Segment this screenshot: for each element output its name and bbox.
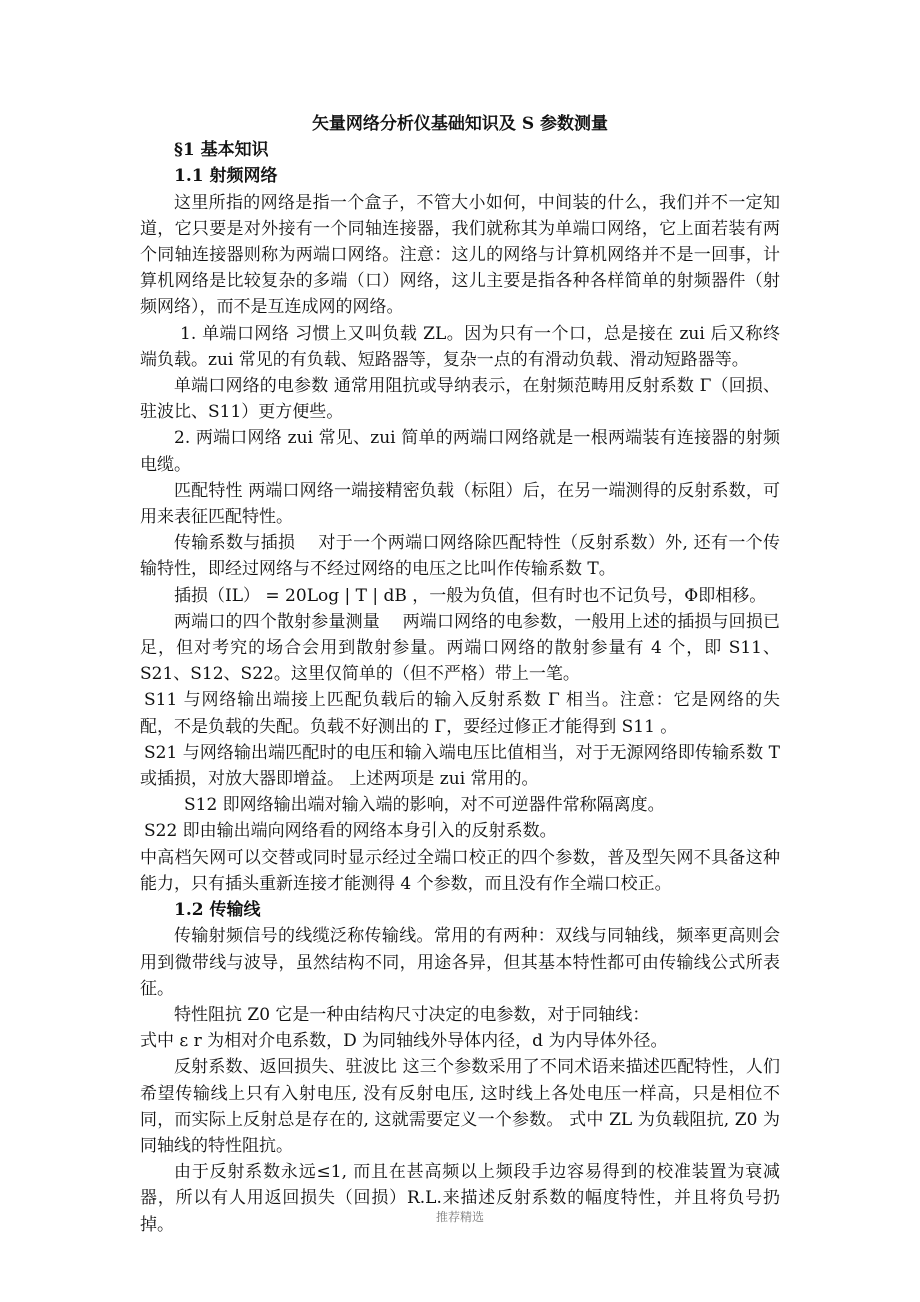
paragraph: S22 即由输出端向网络看的网络本身引入的反射系数。 xyxy=(144,821,557,842)
paragraph: 式中 ε r 为相对介电系数，D 为同轴线外导体内径，d 为内导体外径。 xyxy=(140,1031,668,1052)
page-footer: 推荐精选 xyxy=(435,1210,484,1224)
paragraph: 这里所指的网络是指一个盒子，不管大小如何，中间装的什么，我们并不一定知道，它只要是对外接有一个同轴连接器，我们就称其为单端口网络，它上面若装有两个同轴连接器则称为两端口网络。注意：这儿的网络与计算机网络并不是一回事，计算机网络是比较复杂的多端（口）网络，这儿主要是指各种各样简单的射频器件（射频网络），而不是互连成网的网络。 xyxy=(140,192,780,318)
paragraph: 特性阻抗 Z0 它是一种由结构尺寸决定的电参数，对于同轴线： xyxy=(174,1004,650,1025)
subsection-heading-1-2: 1.2 传输线 xyxy=(174,900,261,921)
paragraph: 单端口网络的电参数 通常用阻抗或导纳表示，在射频范畴用反射系数 Γ（回损、驻波比、S11）更方便些。 xyxy=(140,376,780,423)
paragraph: 两端口的四个散射参量测量 两端口网络的电参数，一般用上述的插损与回损已足，但对考究的场合会用到散射参量。两端口网络的散射参量有 4 个，即 S11、S21、S12、S22。这里仅简单的（但不严格）带上一笔。 xyxy=(140,611,780,685)
paragraph: S21 与网络输出端匹配时的电压和输入端电压比值相当，对于无源网络即传输系数 T 或插损，对放大器即增益。 上述两项是 zui 常用的。 xyxy=(140,742,780,790)
subsection-heading-1-1: 1.1 射频网络 xyxy=(174,166,278,187)
paragraph: S12 即网络输出端对输入端的影响，对不可逆器件常称隔离度。 xyxy=(184,795,665,816)
paragraph: S11 与网络输出端接上匹配负载后的输入反射系数 Γ 相当。注意：它是网络的失配，不是负载的失配。负载不好测出的 Γ，要经过修正才能得到 S11 。 xyxy=(140,690,780,737)
paragraph: 匹配特性 两端口网络一端接精密负载（标阻）后，在另一端测得的反射系数，可用来表征匹配特性。 xyxy=(140,480,780,528)
paragraph: 反射系数、返回损失、驻波比 这三个参数采用了不同术语来描述匹配特性，人们希望传输线上只有入射电压, 没有反射电压, 这时线上各处电压一样高，只是相位不同，而实际上反射总是存在的, 这就需要定义一个参数。 式中 ZL 为负载阻抗, Z0 为同轴线的特性阻抗。 xyxy=(140,1057,780,1156)
paragraph: 插损（IL） = 20Log | T | dB ，一般为负值，但有时也不记负号，Φ即相移。 xyxy=(174,585,767,606)
paragraph: 中高档矢网可以交替或同时显示经过全端口校正的四个参数，普及型矢网不具备这种能力，只有插头重新连接才能测得 4 个参数，而且没有作全端口校正。 xyxy=(140,847,780,894)
paragraph: 由于反射系数永远≤1, 而且在甚高频以上频段手边容易得到的校准装置为衰减器，所以有人用返回损失（回损）R.L.来描述反射系数的幅度特性，并且将负号扔掉。 xyxy=(140,1162,780,1235)
document-title: 矢量网络分析仪基础知识及 S 参数测量 xyxy=(311,114,609,134)
document-body xyxy=(140,111,780,1238)
paragraph: 1. 单端口网络 习惯上又叫负载 ZL。因为只有一个口，总是接在 zui 后又称终端负载。zui 常见的有负载、短路器等，复杂一点的有滑动负载、滑动短路器等。 xyxy=(140,323,780,370)
section-heading-1: §1 基本知识 xyxy=(174,140,269,161)
paragraph: 传输系数与插损 对于一个两端口网络除匹配特性（反射系数）外, 还有一个传输特性，即经过网络与不经过网络的电压之比叫作传输系数 T。 xyxy=(140,533,780,580)
paragraph: 2. 两端口网络 zui 常见、zui 简单的两端口网络就是一根两端装有连接器的射频电缆。 xyxy=(140,428,780,475)
paragraph: 传输射频信号的线缆泛称传输线。常用的有两种：双线与同轴线，频率更高则会用到微带线与波导，虽然结构不同，用途各异，但其基本特性都可由传输线公式所表征。 xyxy=(140,926,780,999)
